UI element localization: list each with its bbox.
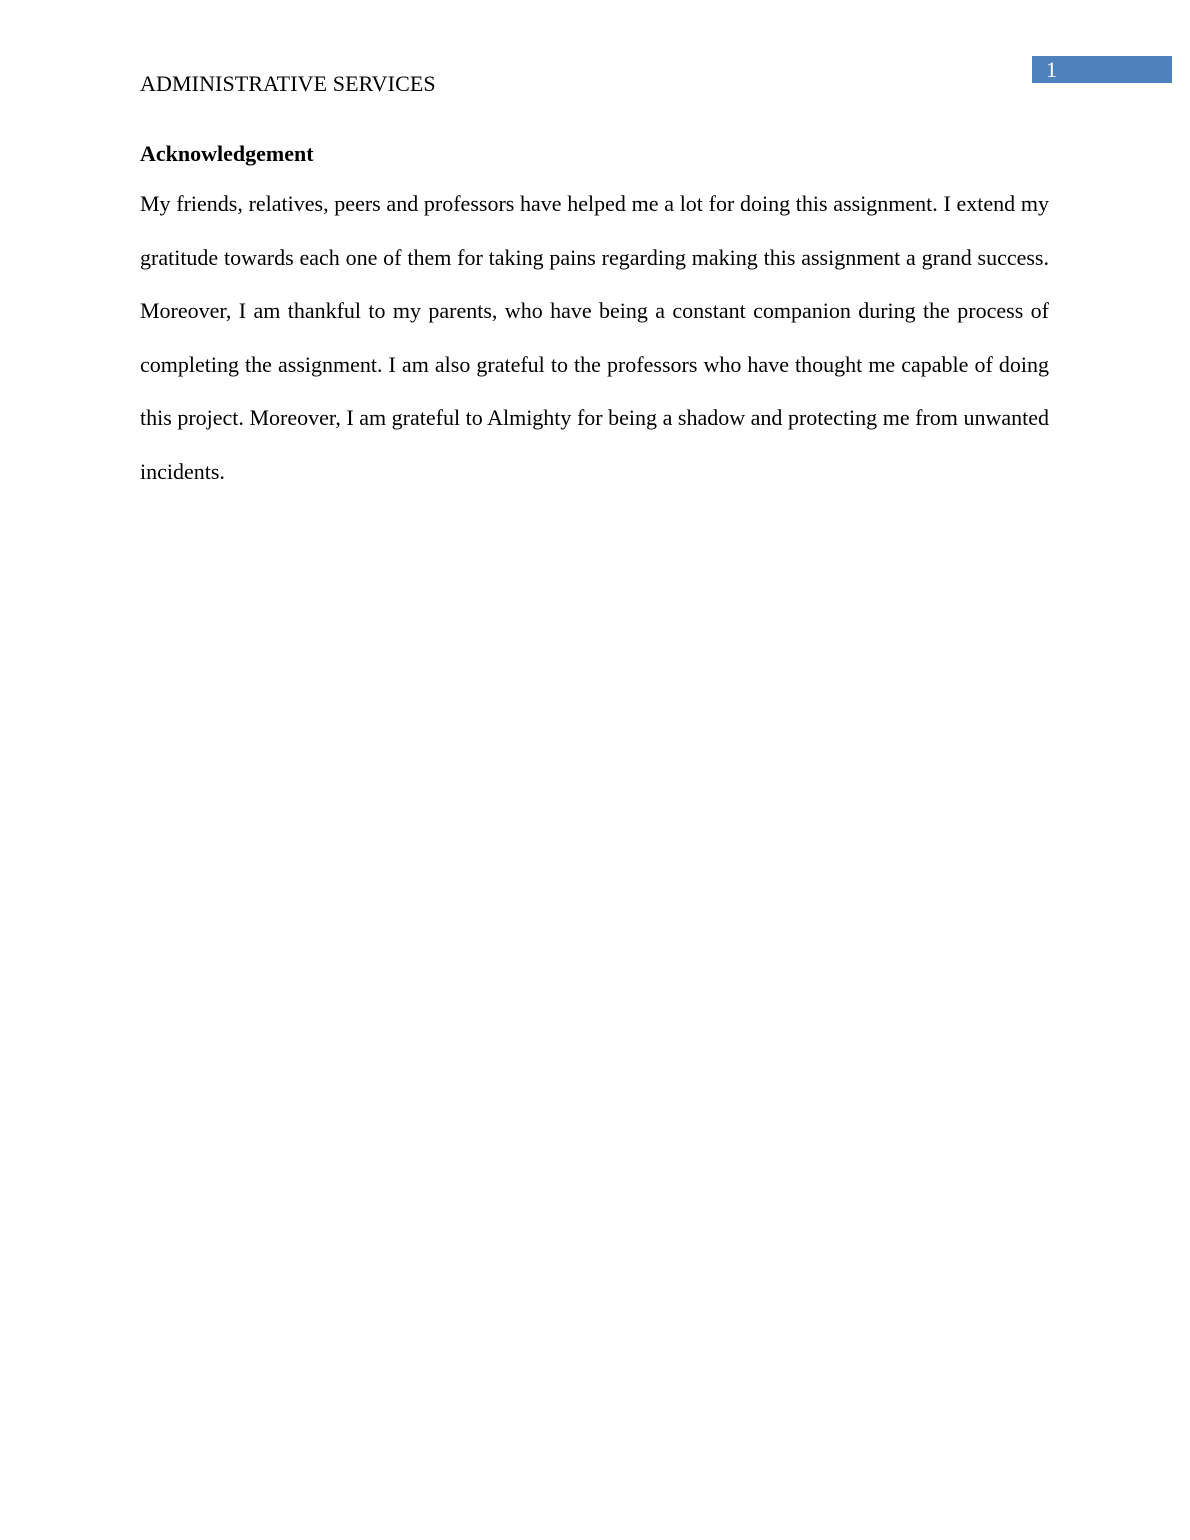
page-number-box [1032, 56, 1172, 83]
page-number: 1 [1046, 57, 1057, 82]
running-head: ADMINISTRATIVE SERVICES [140, 71, 436, 96]
section-heading: Acknowledgement [140, 141, 314, 166]
body-paragraph: My friends, relatives, peers and professors have helped me a lot for doing this assignment. I extend my gratitude towards each one of them for taking pains regarding making this assignment a grand success. Moreover, I am thankful to my parents, who have being a constant companion during the process of completing the assignment. I am also grateful to the professors who have thought me capable of doing this project. Moreover, I am grateful to Almighty for being a shadow and protecting me from unwanted incidents. [140, 191, 1049, 484]
